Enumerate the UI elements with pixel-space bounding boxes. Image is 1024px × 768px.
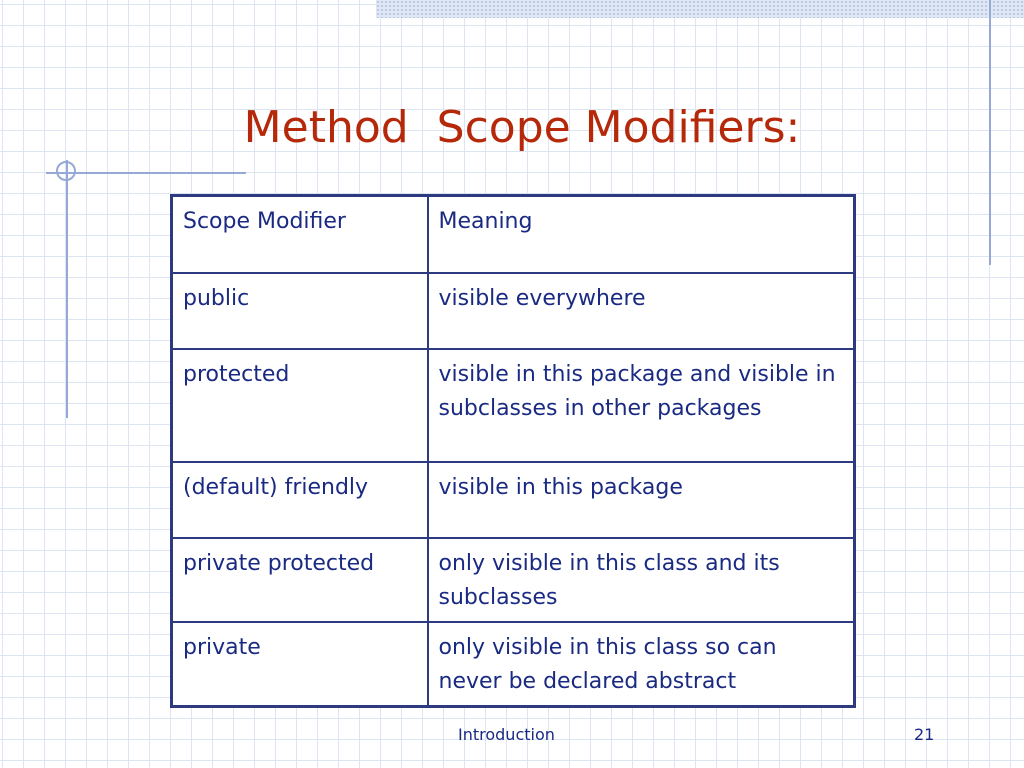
header-scope-modifier: Scope Modifier [172, 196, 428, 273]
decorative-title-underline [46, 172, 246, 174]
meaning-cell: only visible in this class and its subclasses [428, 538, 855, 622]
table-row [172, 538, 855, 622]
decorative-left-line [66, 160, 68, 418]
table-header-row [172, 196, 855, 273]
decorative-top-band [376, 0, 1024, 18]
meaning-cell: only visible in this class so can never be declared abstract [428, 622, 855, 707]
footer-section-label: Introduction [458, 725, 555, 744]
header-meaning: Meaning [428, 196, 855, 273]
modifier-cell: (default) friendly [172, 462, 428, 538]
decorative-circle-icon [56, 161, 76, 181]
table-row [172, 462, 855, 538]
modifier-cell: protected [172, 349, 428, 462]
scope-modifiers-table [170, 194, 856, 708]
table-row [172, 622, 855, 707]
meaning-cell: visible in this package [428, 462, 855, 538]
modifier-cell: private protected [172, 538, 428, 622]
table-row [172, 349, 855, 462]
modifier-cell: private [172, 622, 428, 707]
modifier-cell: public [172, 273, 428, 349]
footer-page-number: 21 [914, 725, 935, 744]
meaning-cell: visible in this package and visible in subclasses in other packages [428, 349, 855, 462]
table-row [172, 273, 855, 349]
meaning-cell: visible everywhere [428, 273, 855, 349]
slide-title: Method Scope Modifiers: [243, 102, 801, 153]
